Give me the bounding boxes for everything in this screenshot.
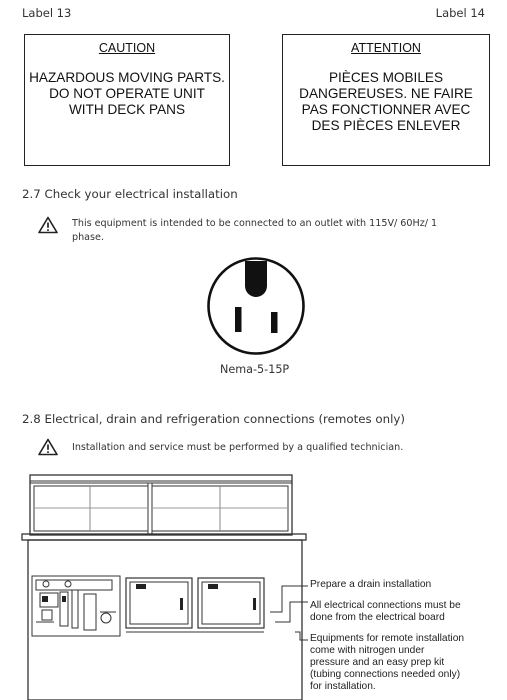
nema-plug-icon [206,256,306,356]
caution-line: WITH DECK PANS [68,102,186,117]
caution-line: HAZARDOUS MOVING PARTS. [29,70,225,85]
remote-callout-line: for installation. [310,681,376,692]
technician-warning-text: Installation and service must be performed by a qualified technician. [72,442,404,453]
attention-line: PIÈCES MOBILES [328,70,444,85]
section-2-7-title: 2.7 Check your electrical installation [22,187,238,201]
caution-label [24,34,230,166]
electrical-warning-text [72,217,437,245]
display-case-diagram [20,472,310,700]
caution-line: DO NOT OPERATE UNIT [49,86,205,101]
plug-caption: Nema-5-15P [220,363,290,376]
attention-heading: ATTENTION [351,41,421,55]
remote-callout-line: pressure and an easy prep kit [310,657,445,668]
electrical-warning-line: phase. [72,232,104,243]
section-2-8-title: 2.8 Electrical, drain and refrigeration connections (remotes only) [22,412,405,426]
attention-line: DES PIÈCES ENLEVER [311,118,461,133]
neutral-blade-shape [235,307,242,332]
remote-callout-line: (tubing connections needed only) [310,669,461,680]
drain-callout: Prepare a drain installation [310,579,432,590]
remote-installation-callout [310,633,464,693]
label-13-caption: Label 13 [22,6,72,20]
hot-blade-shape [271,312,278,333]
electrical-callout [310,600,461,624]
attention-line: PAS FONCTIONNER AVEC [301,102,471,117]
electrical-callout-line: All electrical connections must be [310,600,461,611]
attention-label [282,34,490,166]
remote-callout-line: Equipments for remote installation [310,633,465,644]
remote-callout-line: come with nitrogen under [310,645,425,656]
caution-heading: CAUTION [98,41,156,55]
label-14-caption: Label 14 [435,6,485,20]
electrical-warning-line: This equipment is intended to be connected to an outlet with 115V/ 60Hz/ 1 [72,218,438,229]
warning-triangle-icon [38,216,58,234]
warning-triangle-icon [38,438,58,456]
electrical-callout-line: done from the electrical board [310,612,445,623]
ground-pin-shape [245,261,267,297]
attention-line: DANGEREUSES. NE FAIRE [299,86,473,101]
